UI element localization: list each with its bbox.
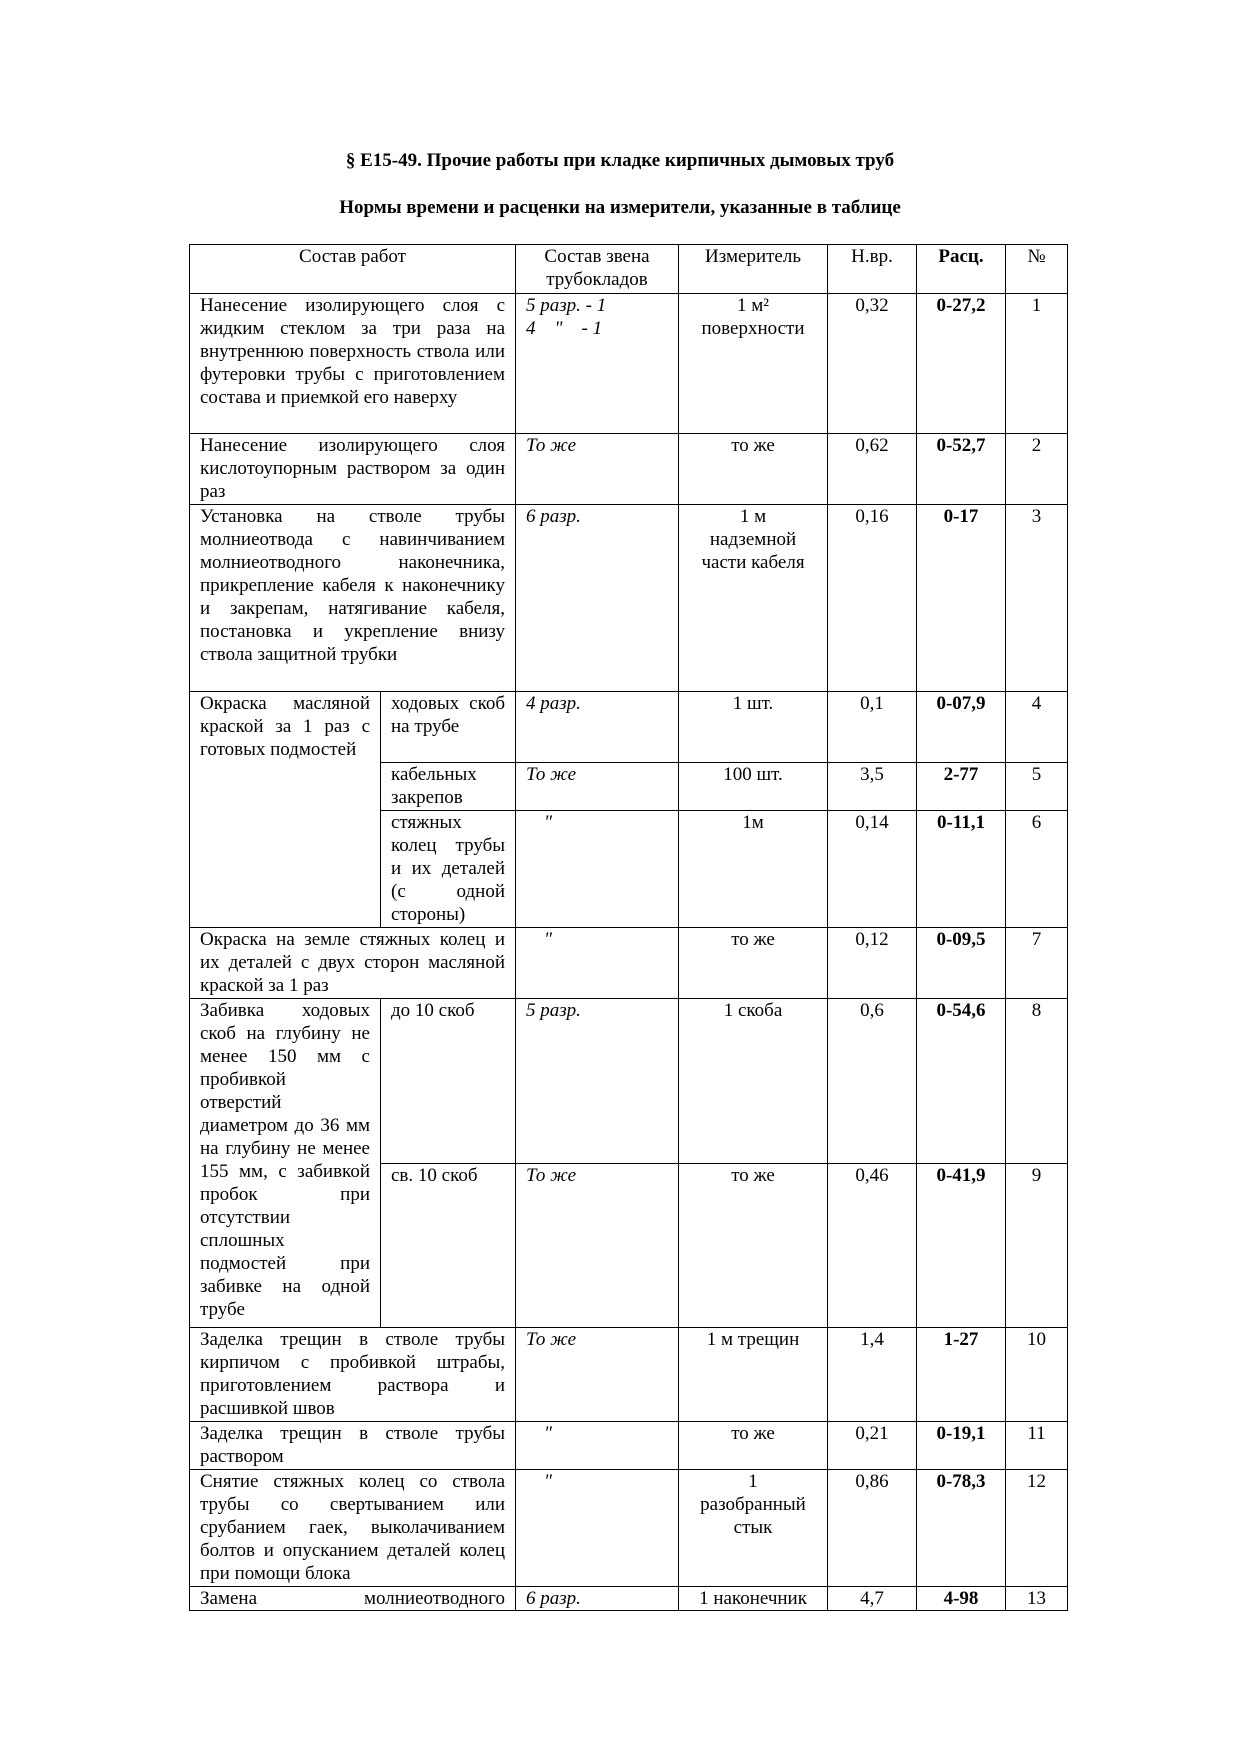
work-description: Нанесение изолирующего слоя с жидким стеклом за три раза на внутреннюю поверхность ствола или футеровки трубы с приготовлением состава и приемкой его наверху (190, 294, 516, 434)
work-description: Нанесение изолирующего слоя кислотоупорным раствором за один раз (190, 434, 516, 505)
crew-cell: То же (516, 1328, 679, 1422)
table-row (190, 999, 1068, 1164)
table-row (190, 1422, 1068, 1470)
num-cell: 11 (1006, 1422, 1068, 1470)
table-header-row (190, 245, 1068, 294)
header-price: Расц. (917, 245, 1006, 294)
crew-cell: 6 разр. (516, 505, 679, 692)
section-title: § Е15-49. Прочие работы при кладке кирпичных дымовых труб (345, 150, 895, 171)
header-unit: Измеритель (679, 245, 828, 294)
unit-line: 1 (748, 1471, 758, 1492)
crew-cell: " (516, 1470, 679, 1587)
table-row (190, 1470, 1068, 1587)
table-row (190, 294, 1068, 434)
crew-cell: " (516, 811, 679, 928)
num-cell: 1 (1006, 294, 1068, 434)
price-cell: 0-41,9 (917, 1164, 1006, 1328)
crew-cell (516, 294, 679, 434)
time-cell: 0,62 (828, 434, 917, 505)
unit-line: поверхности (701, 318, 805, 339)
crew-cell: " (516, 1422, 679, 1470)
crew-cell: То же (516, 1164, 679, 1328)
work-subitem: ходовых скоб на трубе (381, 692, 516, 763)
price-cell: 0-27,2 (917, 294, 1006, 434)
price-cell: 4-98 (917, 1587, 1006, 1611)
work-subitem: стяжных колец трубы и их деталей (с одной стороны) (381, 811, 516, 928)
unit-cell (679, 294, 828, 434)
time-cell: 0,6 (828, 999, 917, 1164)
unit-cell: то же (679, 1422, 828, 1470)
unit-cell (679, 505, 828, 692)
num-cell: 3 (1006, 505, 1068, 692)
unit-cell: 100 шт. (679, 763, 828, 811)
table-row (190, 692, 1068, 763)
unit-line: 1 м² (737, 295, 769, 316)
table-row (190, 928, 1068, 999)
work-description: Окраска на земле стяжных колец и их деталей с двух сторон масляной краской за 1 раз (190, 928, 516, 999)
time-cell: 0,14 (828, 811, 917, 928)
time-cell: 0,86 (828, 1470, 917, 1587)
unit-cell: то же (679, 1164, 828, 1328)
work-group-description: Забивка ходовых скоб на глубину не менее 150 мм с пробивкой отверстий диаметром до 36 мм на глубину не менее 155 мм, с забивкой пробок при отсутствии сплошных подмостей при забивке на одной трубе (190, 999, 381, 1328)
price-cell: 2-77 (917, 763, 1006, 811)
time-cell: 0,46 (828, 1164, 917, 1328)
crew-cell: То же (516, 434, 679, 505)
table-row (190, 505, 1068, 692)
price-cell: 0-11,1 (917, 811, 1006, 928)
price-cell: 0-09,5 (917, 928, 1006, 999)
work-description: Установка на стволе трубы молниеотвода с навинчиванием молниеотводного наконечника, прикрепление кабеля к наконечнику и закрепам, натягивание кабеля, постановка и укрепление внизу ствола защитной трубки (190, 505, 516, 692)
time-cell: 0,1 (828, 692, 917, 763)
crew-line: 4 " - 1 (526, 318, 603, 339)
price-cell: 0-17 (917, 505, 1006, 692)
header-crew: Состав звена трубокладов (516, 245, 679, 294)
unit-line: стык (733, 1517, 773, 1538)
work-subitem: кабельных закрепов (381, 763, 516, 811)
header-work: Состав работ (190, 245, 516, 294)
unit-cell: то же (679, 434, 828, 505)
time-cell: 0,32 (828, 294, 917, 434)
unit-cell: 1 шт. (679, 692, 828, 763)
num-cell: 10 (1006, 1328, 1068, 1422)
time-cell: 0,12 (828, 928, 917, 999)
time-cell: 3,5 (828, 763, 917, 811)
price-cell: 0-78,3 (917, 1470, 1006, 1587)
work-description: Заделка трещин в стволе трубы кирпичом с пробивкой штрабы, приготовлением раствора и расшивкой швов (190, 1328, 516, 1422)
work-subitem: до 10 скоб (381, 999, 516, 1164)
work-description: Заделка трещин в стволе трубы раствором (190, 1422, 516, 1470)
table-row (190, 434, 1068, 505)
num-cell: 9 (1006, 1164, 1068, 1328)
num-cell: 13 (1006, 1587, 1068, 1611)
time-cell: 0,16 (828, 505, 917, 692)
crew-cell: 4 разр. (516, 692, 679, 763)
price-cell: 0-07,9 (917, 692, 1006, 763)
norms-table (189, 244, 1068, 1611)
unit-cell: то же (679, 928, 828, 999)
price-cell: 0-54,6 (917, 999, 1006, 1164)
crew-cell: 6 разр. (516, 1587, 679, 1611)
unit-line: части кабеля (701, 552, 805, 573)
crew-cell: 5 разр. (516, 999, 679, 1164)
num-cell: 5 (1006, 763, 1068, 811)
unit-cell: 1 наконечник (679, 1587, 828, 1611)
num-cell: 7 (1006, 928, 1068, 999)
crew-cell: То же (516, 763, 679, 811)
work-description: Снятие стяжных колец со ствола трубы со свертыванием или срубанием гаек, выколачиванием болтов и опусканием деталей колец при помощи блока (190, 1470, 516, 1587)
work-description: Замена молниеотводного (190, 1587, 516, 1611)
price-cell: 0-52,7 (917, 434, 1006, 505)
time-cell: 4,7 (828, 1587, 917, 1611)
unit-line: разобранный (700, 1494, 806, 1515)
crew-line: 5 разр. - 1 (526, 295, 607, 316)
header-num: № (1006, 245, 1068, 294)
num-cell: 12 (1006, 1470, 1068, 1587)
num-cell: 6 (1006, 811, 1068, 928)
unit-cell: 1 скоба (679, 999, 828, 1164)
work-subitem: св. 10 скоб (381, 1164, 516, 1328)
header-time: Н.вр. (828, 245, 917, 294)
num-cell: 8 (1006, 999, 1068, 1164)
unit-line: 1 м (739, 506, 767, 527)
unit-line: надземной (709, 529, 797, 550)
crew-cell: " (516, 928, 679, 999)
num-cell: 2 (1006, 434, 1068, 505)
num-cell: 4 (1006, 692, 1068, 763)
price-cell: 0-19,1 (917, 1422, 1006, 1470)
time-cell: 0,21 (828, 1422, 917, 1470)
section-subtitle: Нормы времени и расценки на измерители, указанные в таблице (339, 197, 901, 218)
table-row (190, 1328, 1068, 1422)
unit-cell (679, 1470, 828, 1587)
work-group-description: Окраска масляной краской за 1 раз с готовых подмостей (190, 692, 381, 928)
time-cell: 1,4 (828, 1328, 917, 1422)
price-cell: 1-27 (917, 1328, 1006, 1422)
unit-cell: 1м (679, 811, 828, 928)
table-row (190, 1587, 1068, 1611)
unit-cell: 1 м трещин (679, 1328, 828, 1422)
